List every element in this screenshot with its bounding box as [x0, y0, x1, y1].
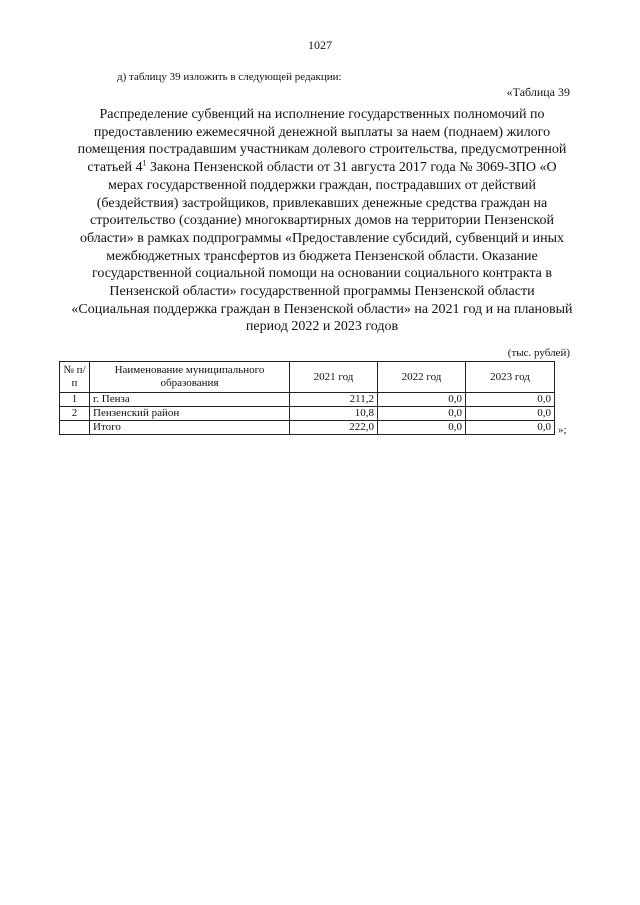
- intro-text: д) таблицу 39 изложить в следующей редакции:: [117, 71, 342, 83]
- row-num: 2: [60, 407, 90, 421]
- row-name: Пензенский район: [90, 407, 290, 421]
- row-name: г. Пенза: [90, 393, 290, 407]
- header-2023: 2023 год: [466, 362, 555, 393]
- table-total-row: [60, 421, 555, 435]
- subvention-table: [59, 361, 555, 435]
- row-2022: 0,0: [378, 393, 466, 407]
- header-name: Наименование муниципального образования: [90, 362, 290, 393]
- row-2021: 222,0: [290, 421, 378, 435]
- closing-quote: »;: [558, 424, 567, 436]
- header-2021: 2021 год: [290, 362, 378, 393]
- row-num: [60, 421, 90, 435]
- title-text-part1: Распределение субвенций на исполнение государственных полномочий по предоставлению ежемесячной денежной выплаты за наем (поднаем) жилого помещения пострадавшим участникам долевого строительства, предусмотренной статьей 4: [77, 107, 567, 176]
- header-num: № п/п: [60, 362, 90, 393]
- title-superscript: 1: [142, 158, 147, 168]
- row-2023: 0,0: [466, 393, 555, 407]
- table-header-row: [60, 362, 555, 393]
- row-2021: 211,2: [290, 393, 378, 407]
- header-2022: 2022 год: [378, 362, 466, 393]
- row-2022: 0,0: [378, 421, 466, 435]
- row-2023: 0,0: [466, 407, 555, 421]
- page-number: 1027: [308, 38, 332, 52]
- row-2022: 0,0: [378, 407, 466, 421]
- row-name: Итого: [90, 421, 290, 435]
- document-title: [70, 106, 574, 336]
- row-2021: 10,8: [290, 407, 378, 421]
- table-reference: «Таблица 39: [506, 85, 570, 99]
- row-num: 1: [60, 393, 90, 407]
- row-2023: 0,0: [466, 421, 555, 435]
- table-row: [60, 393, 555, 407]
- table-row: [60, 407, 555, 421]
- units-label: (тыс. рублей): [507, 347, 570, 359]
- title-text-part2: Закона Пензенской области от 31 августа 2017 года № 3069-ЗПО «О мерах государственной поддержки граждан, пострадавших от действий (бездействия) застройщиков, привлекавших денежные средства граждан на строительство (создание) многоквартирных домов на территории Пензенской области» в рамках подпрограммы «Предоставление субсидий, субвенций и иных межбюджетных трансфертов из бюджета Пензенской области. Оказание государственной социальной помощи на основании социального контракта в Пензенской области» государственной программы Пензенской области «Социальная поддержка граждан в Пензенской области» на 2021 год и на плановый период 2022 и 2023 годов: [71, 160, 573, 335]
